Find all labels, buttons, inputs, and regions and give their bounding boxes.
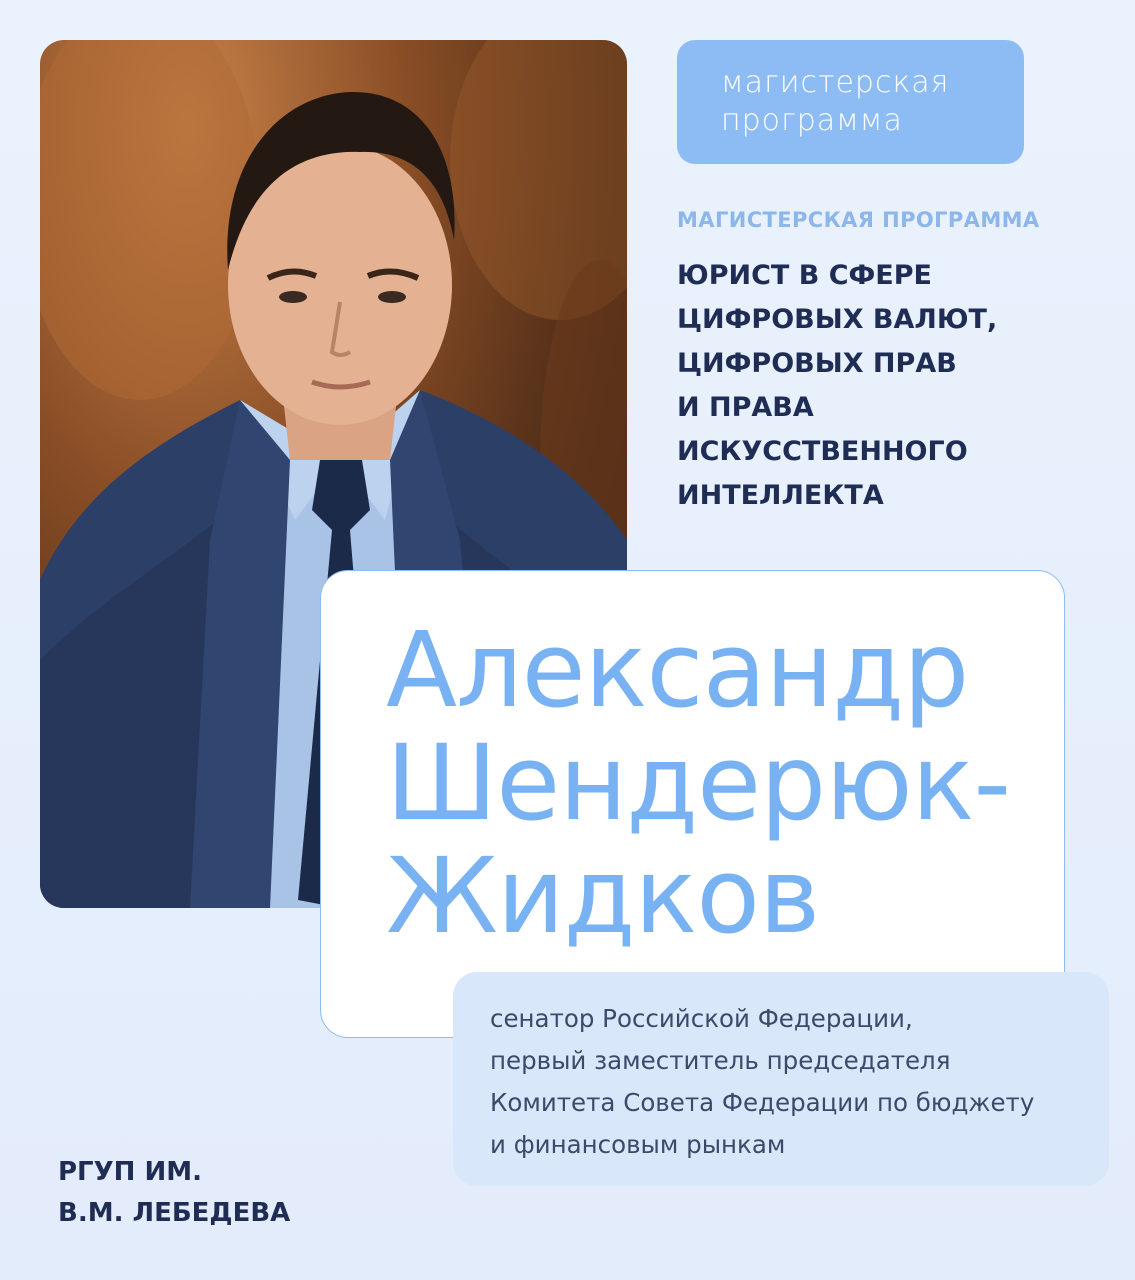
badge-line-1: магистерская <box>721 65 950 100</box>
speaker-name-line: Жидков <box>386 835 820 957</box>
speaker-name <box>386 609 1010 957</box>
speaker-name-line: Шендерюк- <box>386 722 1010 844</box>
program-title <box>677 254 1097 518</box>
program-eyebrow: МАГИСТЕРСКАЯ ПРОГРАММА <box>677 208 1040 232</box>
program-title-line: ЮРИСТ В СФЕРЕ <box>677 260 932 291</box>
speaker-role-line: и финансовым рынкам <box>490 1130 786 1159</box>
organization-line: РГУП ИМ. <box>58 1157 202 1187</box>
program-title-line: ИСКУССТВЕННОГО <box>677 436 968 467</box>
organization-line: В.М. ЛЕБЕДЕВА <box>58 1198 291 1228</box>
speaker-role-line: сенатор Российской Федерации, <box>490 1004 913 1033</box>
badge-line-2: программа <box>721 103 903 138</box>
organization-name <box>58 1152 290 1234</box>
speaker-role-line: первый заместитель председателя <box>490 1046 951 1075</box>
program-title-line: И ПРАВА <box>677 392 814 423</box>
speaker-role <box>490 998 1090 1166</box>
program-title-line: ИНТЕЛЛЕКТА <box>677 480 884 511</box>
program-badge <box>677 40 1024 164</box>
program-title-line: ЦИФРОВЫХ ПРАВ <box>677 348 957 379</box>
speaker-role-line: Комитета Совета Федерации по бюджету <box>490 1088 1035 1117</box>
speaker-name-line: Александр <box>386 609 969 731</box>
program-title-line: ЦИФРОВЫХ ВАЛЮТ, <box>677 304 998 335</box>
